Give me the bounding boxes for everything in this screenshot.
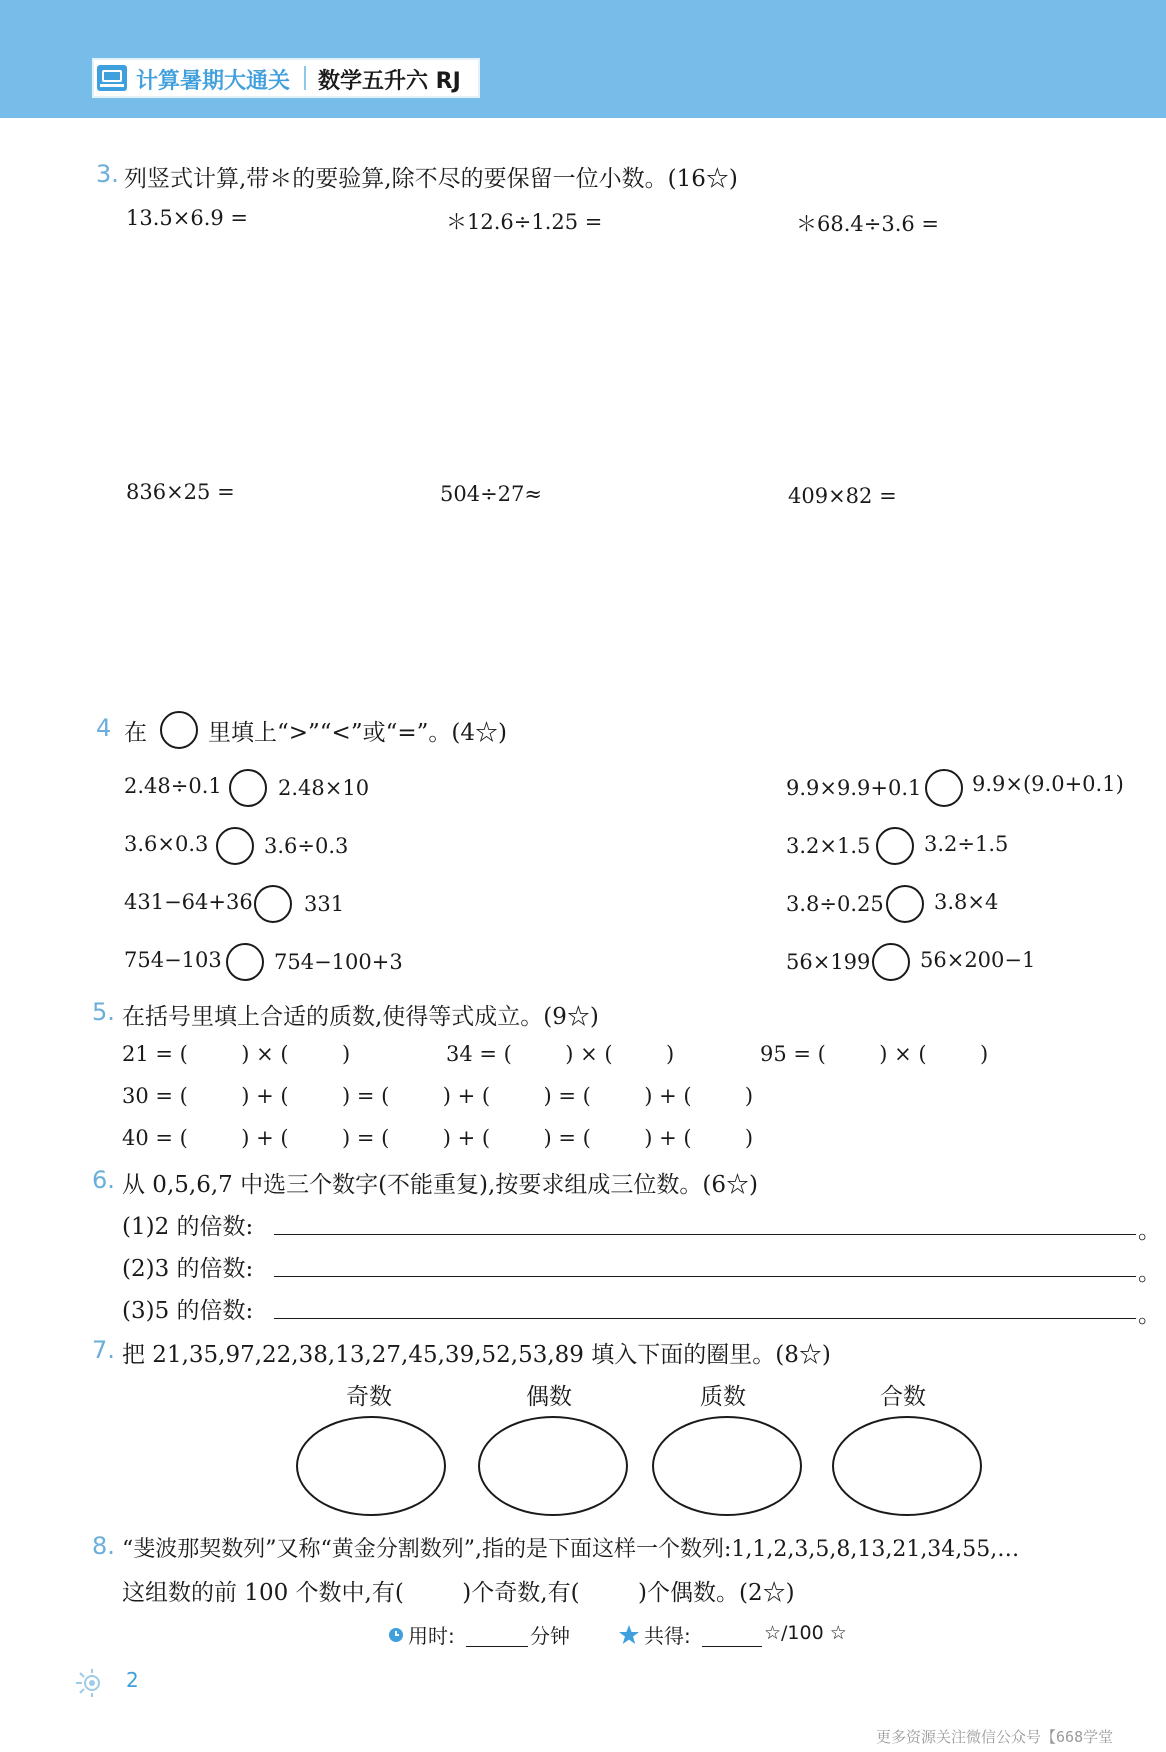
q4-left-expr-3: 3.6×0.3 [124,832,209,856]
score-unit: ☆/100 ☆ [764,1622,847,1644]
question-8-line-2: 这组数的前 100 个数中,有( )个奇数,有( )个偶数。(2☆) [122,1580,795,1606]
q4-right-expr-4: 3.2÷1.5 [924,832,1009,856]
time-label: 用时: [408,1624,455,1648]
q3-item-2: ＊12.6÷1.25 = [446,210,603,234]
question-6-number: 6. [92,1166,115,1194]
q6-end-1: 。 [1138,1218,1161,1244]
q4-right-expr-1: 2.48×10 [278,776,370,800]
q6-end-3: 。 [1138,1302,1161,1328]
question-4-number: 4 [96,714,112,742]
q3-item-1: 13.5×6.9 = [126,206,249,230]
q4-left-expr-1: 2.48÷0.1 [124,774,222,798]
q6-item-3-label: (3)5 的倍数: [122,1298,254,1324]
question-3-number: 3. [96,160,119,188]
q6-answer-line-1[interactable] [274,1234,1136,1235]
book-icon [97,65,127,91]
oval-composite[interactable] [832,1416,982,1516]
question-7-text: 把 21,35,97,22,38,13,27,45,39,52,53,89 填入下面的圈里。(8☆) [122,1342,831,1368]
q3-item-5: 504÷27≈ [440,482,542,506]
q4-right-expr-2: 9.9×(9.0+0.1) [972,772,1124,796]
q6-item-1-label: (1)2 的倍数: [122,1214,254,1240]
oval-label-prime: 质数 [700,1384,746,1410]
q5-line-5: 40 = ( ) + ( ) = ( ) + ( ) = ( ) + ( ) [122,1126,754,1150]
q4-right-expr-7: 754−100+3 [274,950,403,974]
q6-end-2: 。 [1138,1260,1161,1286]
question-4-text-before: 在 [124,720,147,746]
oval-label-composite: 合数 [880,1384,926,1410]
q3-item-4: 836×25 = [126,480,235,504]
q4-left-expr-5: 431−64+36 [124,890,253,914]
question-5-number: 5. [92,998,115,1026]
clock-icon [386,1624,406,1644]
q4-right-expr-3: 3.6÷0.3 [264,834,349,858]
q4-right-expr-8: 56×200−1 [920,948,1036,972]
q4-left-expr-2: 9.9×9.9+0.1 [786,776,922,800]
q4-left-expr-8: 56×199 [786,950,871,974]
score-blank[interactable] [702,1646,762,1647]
score-label: 共得: [644,1624,691,1648]
q4-left-expr-6: 3.8÷0.25 [786,892,884,916]
time-unit: 分钟 [530,1624,570,1648]
oval-prime[interactable] [652,1416,802,1516]
oval-label-even: 偶数 [526,1384,572,1410]
compare-circle-5[interactable] [254,885,292,923]
time-blank[interactable] [466,1646,528,1647]
q5-line-3: 95 = ( ) × ( ) [760,1042,989,1066]
question-8-number: 8. [92,1532,115,1560]
q4-left-expr-4: 3.2×1.5 [786,834,871,858]
compare-circle-1[interactable] [229,769,267,807]
q5-line-1: 21 = ( ) × ( ) [122,1042,351,1066]
oval-label-odd: 奇数 [346,1384,392,1410]
compare-circle-3[interactable] [216,827,254,865]
watermark-text: 更多资源关注微信公众号【668学堂 [876,1728,1114,1746]
compare-circle-4[interactable] [876,827,914,865]
page-number: 2 [126,1668,139,1692]
q4-right-expr-6: 3.8×4 [934,890,999,914]
question-5-text: 在括号里填上合适的质数,使得等式成立。(9☆) [122,1004,599,1030]
question-3-text: 列竖式计算,带＊的要验算,除不尽的要保留一位小数。(16☆) [124,166,738,192]
compare-circle-6[interactable] [886,885,924,923]
question-7-number: 7. [92,1336,115,1364]
compare-circle-sample [160,711,198,749]
star-icon [618,1624,640,1646]
oval-even[interactable] [478,1416,628,1516]
q3-item-3: ＊68.4÷3.6 = [796,212,940,236]
question-6-text: 从 0,5,6,7 中选三个数字(不能重复),按要求组成三位数。(6☆) [122,1172,758,1198]
question-8-line-1: “斐波那契数列”又称“黄金分割数列”,指的是下面这样一个数列:1,1,2,3,5,8,13,21,34,55,… [122,1537,1020,1562]
header-divider [304,66,306,90]
q6-item-2-label: (2)3 的倍数: [122,1256,254,1282]
series-title: 计算暑期大通关 [136,69,291,94]
question-4-text-after: 里填上“>”“<”或“=”。(4☆) [208,720,507,746]
q5-line-4: 30 = ( ) + ( ) = ( ) + ( ) = ( ) + ( ) [122,1084,754,1108]
oval-odd[interactable] [296,1416,446,1516]
subject-title: 数学五升六 RJ [318,69,461,94]
compare-circle-7[interactable] [226,943,264,981]
q6-answer-line-3[interactable] [274,1318,1136,1319]
q4-left-expr-7: 754−103 [124,948,222,972]
q5-line-2: 34 = ( ) × ( ) [446,1042,675,1066]
sun-icon [72,1668,108,1698]
q6-answer-line-2[interactable] [274,1276,1136,1277]
compare-circle-8[interactable] [872,943,910,981]
q4-right-expr-5: 331 [304,892,345,916]
q3-item-6: 409×82 = [788,484,897,508]
compare-circle-2[interactable] [925,769,963,807]
